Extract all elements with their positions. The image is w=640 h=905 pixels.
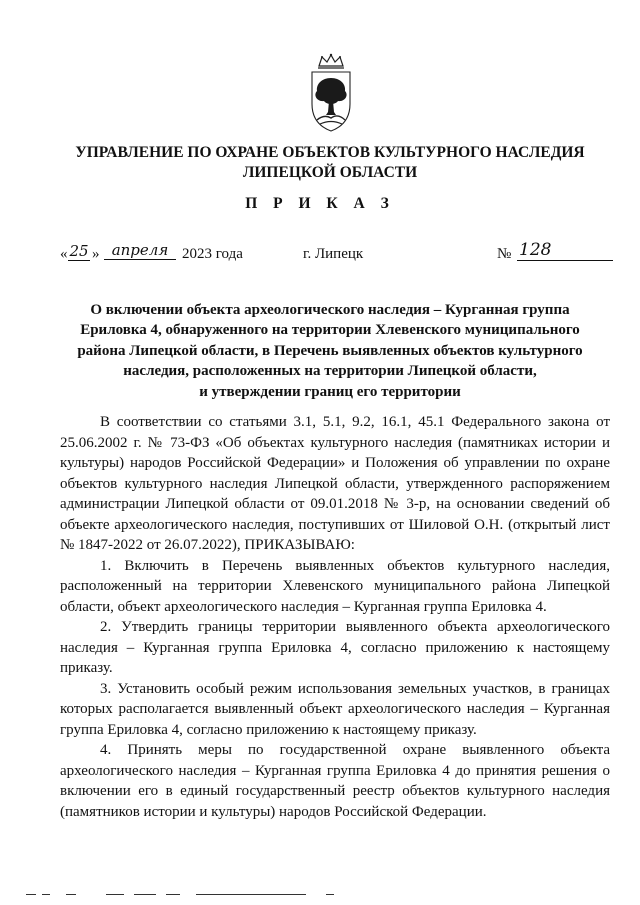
order-item-3: 3. Установить особый режим использования земельных участков, в границах которых располагается выявленный объект археологического наследия – Курганная группа Ериловка 4, согласно приложению к настоящему приказу.	[60, 680, 610, 738]
handwritten-month: апреля	[104, 241, 176, 260]
subject-line: района Липецкой области, в Перечень выявленных объектов культурного	[77, 342, 583, 359]
organization-name-line-1: УПРАВЛЕНИЕ ПО ОХРАНЕ ОБЪЕКТОВ КУЛЬТУРНОГО НАСЛЕДИЯ	[75, 144, 585, 161]
preamble-paragraph: В соответствии со статьями 3.1, 5.1, 9.2, 16.1, 45.1 Федерального закона от 25.06.2002 г. № 73-ФЗ «Об объектах культурного наследия (памятниках истории и культуры) народов Российской Федерации» и Положения об управлении по охране объектов культурного наследия Липецкой области, утвержденного распоряжением администрации Липецкой области от 09.01.2018 № 3-р, на основании сведений об объекте археологического наследия, поступивших от Шиловой О.Н. (открытый лист № 1847-2022 от 26.07.2022), ПРИКАЗЫВАЮ:	[60, 414, 610, 553]
scan-edge-marks	[26, 894, 366, 896]
order-item-1: 1. Включить в Перечень выявленных объектов культурного наследия, расположенный на территории Хлевенского муниципального района Липецкой области, объект археологического наследия – Курганная группа Ериловка 4.	[60, 557, 610, 615]
number-sign: №	[497, 246, 512, 262]
handwritten-day: 25	[69, 242, 89, 260]
quote-open: «	[60, 246, 68, 262]
city: г. Липецк	[303, 246, 364, 262]
order-item-4: 4. Принять меры по государственной охране выявленного объекта археологического наследия – Курганная группа Ериловка 4 до принятия решения о включении его в единый государственный реестр объектов культурного наследия (памятников истории и культуры) народов Российской Федерации.	[60, 742, 610, 820]
subject-line: наследия, расположенных на территории Липецкой области,	[123, 363, 537, 380]
quote-close: »	[92, 246, 100, 262]
order-subject	[60, 300, 600, 402]
coat-of-arms-icon	[300, 52, 362, 134]
subject-line: Ериловка 4, обнаруженного на территории Хлевенского муниципального	[80, 322, 580, 339]
subject-line: и утверждении границ его территории	[199, 383, 461, 400]
date-line	[0, 240, 640, 270]
year: 2023 года	[182, 246, 243, 262]
order-item-2: 2. Утвердить границы территории выявленного объекта археологического наследия – Курганная группа Ериловка 4, согласно приложению к настоящему приказу.	[60, 619, 610, 676]
organization-name-line-2: ЛИПЕЦКОЙ ОБЛАСТИ	[242, 164, 418, 181]
document-type: П Р И К А З	[245, 195, 395, 212]
handwritten-number: 128	[517, 240, 613, 261]
organization-name	[60, 143, 600, 183]
order-body	[60, 412, 610, 822]
subject-line: О включении объекта археологического наследия – Курганная группа	[90, 302, 570, 318]
